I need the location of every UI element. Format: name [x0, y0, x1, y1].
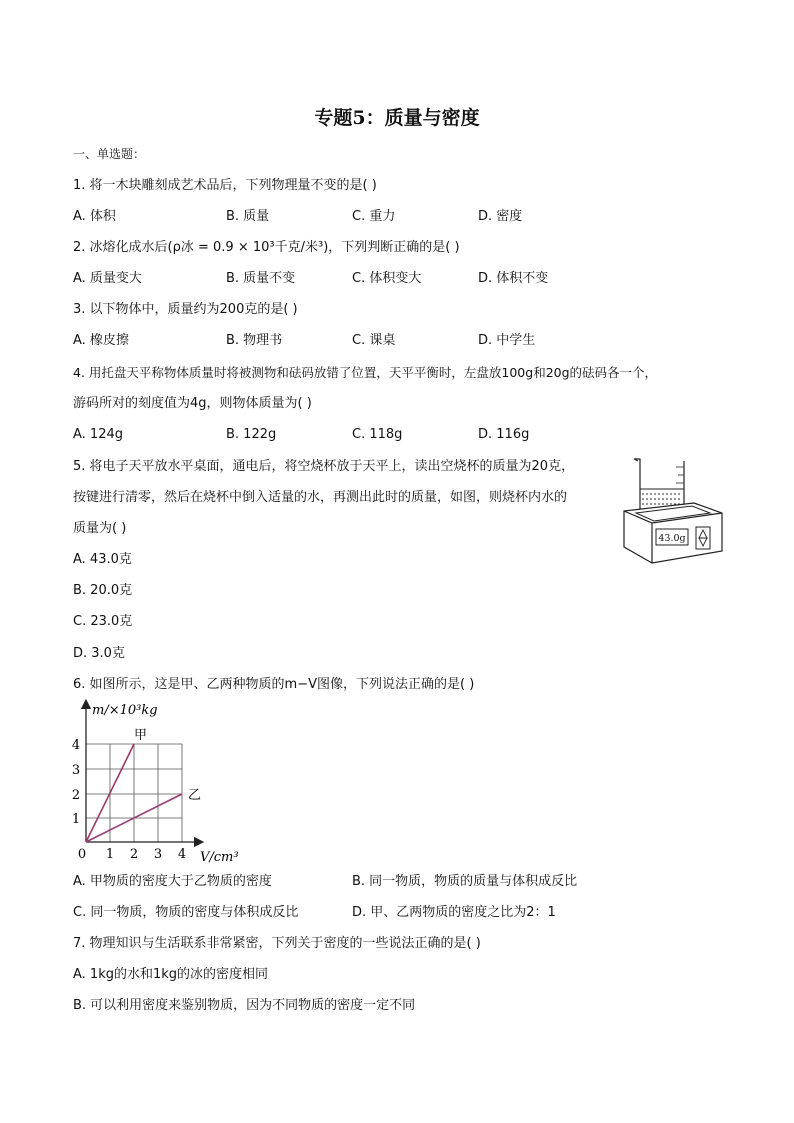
x-tick: 3	[153, 847, 163, 862]
line-yi-label: 乙	[188, 788, 202, 803]
q6-option-c[interactable]: C. 同一物质，物质的密度与体积成反比	[73, 905, 299, 920]
q1-option-d[interactable]: D. 密度	[478, 209, 523, 224]
q3-option-a[interactable]: A. 橡皮擦	[73, 333, 129, 348]
q2-option-b[interactable]: B. 质量不变	[226, 271, 296, 286]
question-1-stem: 1. 将一木块雕刻成艺术品后，下列物理量不变的是( )	[73, 178, 377, 193]
q6-option-b[interactable]: B. 同一物质，物质的质量与体积成反比	[352, 874, 578, 889]
q7-option-a[interactable]: A. 1kg的水和1kg的冰的密度相同	[73, 967, 269, 982]
x-tick: 2	[129, 847, 139, 862]
question-4-stem-line1: 4. 用托盘天平称物体质量时将被测物和砝码放错了位置，天平平衡时，左盘放100g和20g的砝码各一个，	[73, 365, 658, 380]
section-heading: 一、单选题：	[73, 147, 146, 161]
x-tick: 4	[177, 847, 187, 862]
q4-option-b[interactable]: B. 122g	[226, 427, 277, 442]
q3-option-c[interactable]: C. 课桌	[352, 333, 396, 348]
q5-option-c[interactable]: C. 23.0克	[73, 614, 133, 629]
q1-option-b[interactable]: B. 质量	[226, 209, 270, 224]
q1-option-c[interactable]: C. 重力	[352, 209, 396, 224]
q5-option-a[interactable]: A. 43.0克	[73, 552, 132, 567]
question-2-stem: 2. 冰熔化成水后(ρ冰 = 0.9 × 10³千克/米³)，下列判断正确的是( )	[73, 240, 460, 255]
y-tick: 2	[71, 788, 81, 803]
page-title: 专题5：质量与密度	[314, 107, 480, 129]
question-5-stem-line1: 5. 将电子天平放水平桌面，通电后，将空烧杯放于天平上，读出空烧杯的质量为20克，	[73, 459, 575, 474]
q3-option-d[interactable]: D. 中学生	[478, 333, 536, 348]
q6-option-a[interactable]: A. 甲物质的密度大于乙物质的密度	[73, 874, 272, 889]
line-jia-label: 甲	[134, 728, 148, 743]
graph-grid	[86, 744, 182, 842]
question-4-stem-line2: 游码所对的刻度值为4g，则物体质量为( )	[73, 396, 312, 411]
q2-option-c[interactable]: C. 体积变大	[352, 271, 422, 286]
q3-option-b[interactable]: B. 物理书	[226, 333, 283, 348]
q7-option-b[interactable]: B. 可以利用密度来鉴别物质，因为不同物质的密度一定不同	[73, 998, 416, 1013]
m-v-graph	[64, 696, 254, 866]
question-6-stem: 6. 如图所示，这是甲、乙两种物质的m−V图像，下列说法正确的是( )	[73, 677, 475, 692]
y-tick: 1	[71, 812, 81, 827]
q2-option-d[interactable]: D. 体积不变	[478, 271, 549, 286]
x-tick: 0	[77, 847, 87, 862]
electronic-scale-figure	[620, 455, 726, 567]
scale-display-reading: 43.0g	[658, 533, 686, 544]
y-tick: 4	[71, 738, 81, 753]
y-axis-label: m/×10³kg	[92, 703, 158, 718]
question-7-stem: 7. 物理知识与生活联系非常紧密，下列关于密度的一些说法正确的是( )	[73, 936, 481, 951]
q4-option-d[interactable]: D. 116g	[478, 427, 530, 442]
q4-option-c[interactable]: C. 118g	[352, 427, 403, 442]
x-axis-label: V/cm³	[200, 850, 239, 865]
y-tick: 3	[71, 763, 81, 778]
q2-option-a[interactable]: A. 质量变大	[73, 271, 142, 286]
q1-option-a[interactable]: A. 体积	[73, 209, 116, 224]
q5-option-d[interactable]: D. 3.0克	[73, 646, 125, 661]
q4-option-a[interactable]: A. 124g	[73, 427, 123, 442]
question-5-stem-line2: 按键进行清零，然后在烧杯中倒入适量的水，再测出此时的质量，如图，则烧杯内水的	[73, 490, 568, 505]
q6-option-d[interactable]: D. 甲、乙两物质的密度之比为2：1	[352, 905, 556, 920]
question-5-stem-line3: 质量为( )	[73, 521, 127, 536]
q5-option-b[interactable]: B. 20.0克	[73, 583, 133, 598]
question-3-stem: 3. 以下物体中，质量约为200克的是( )	[73, 302, 298, 317]
x-tick: 1	[105, 847, 115, 862]
